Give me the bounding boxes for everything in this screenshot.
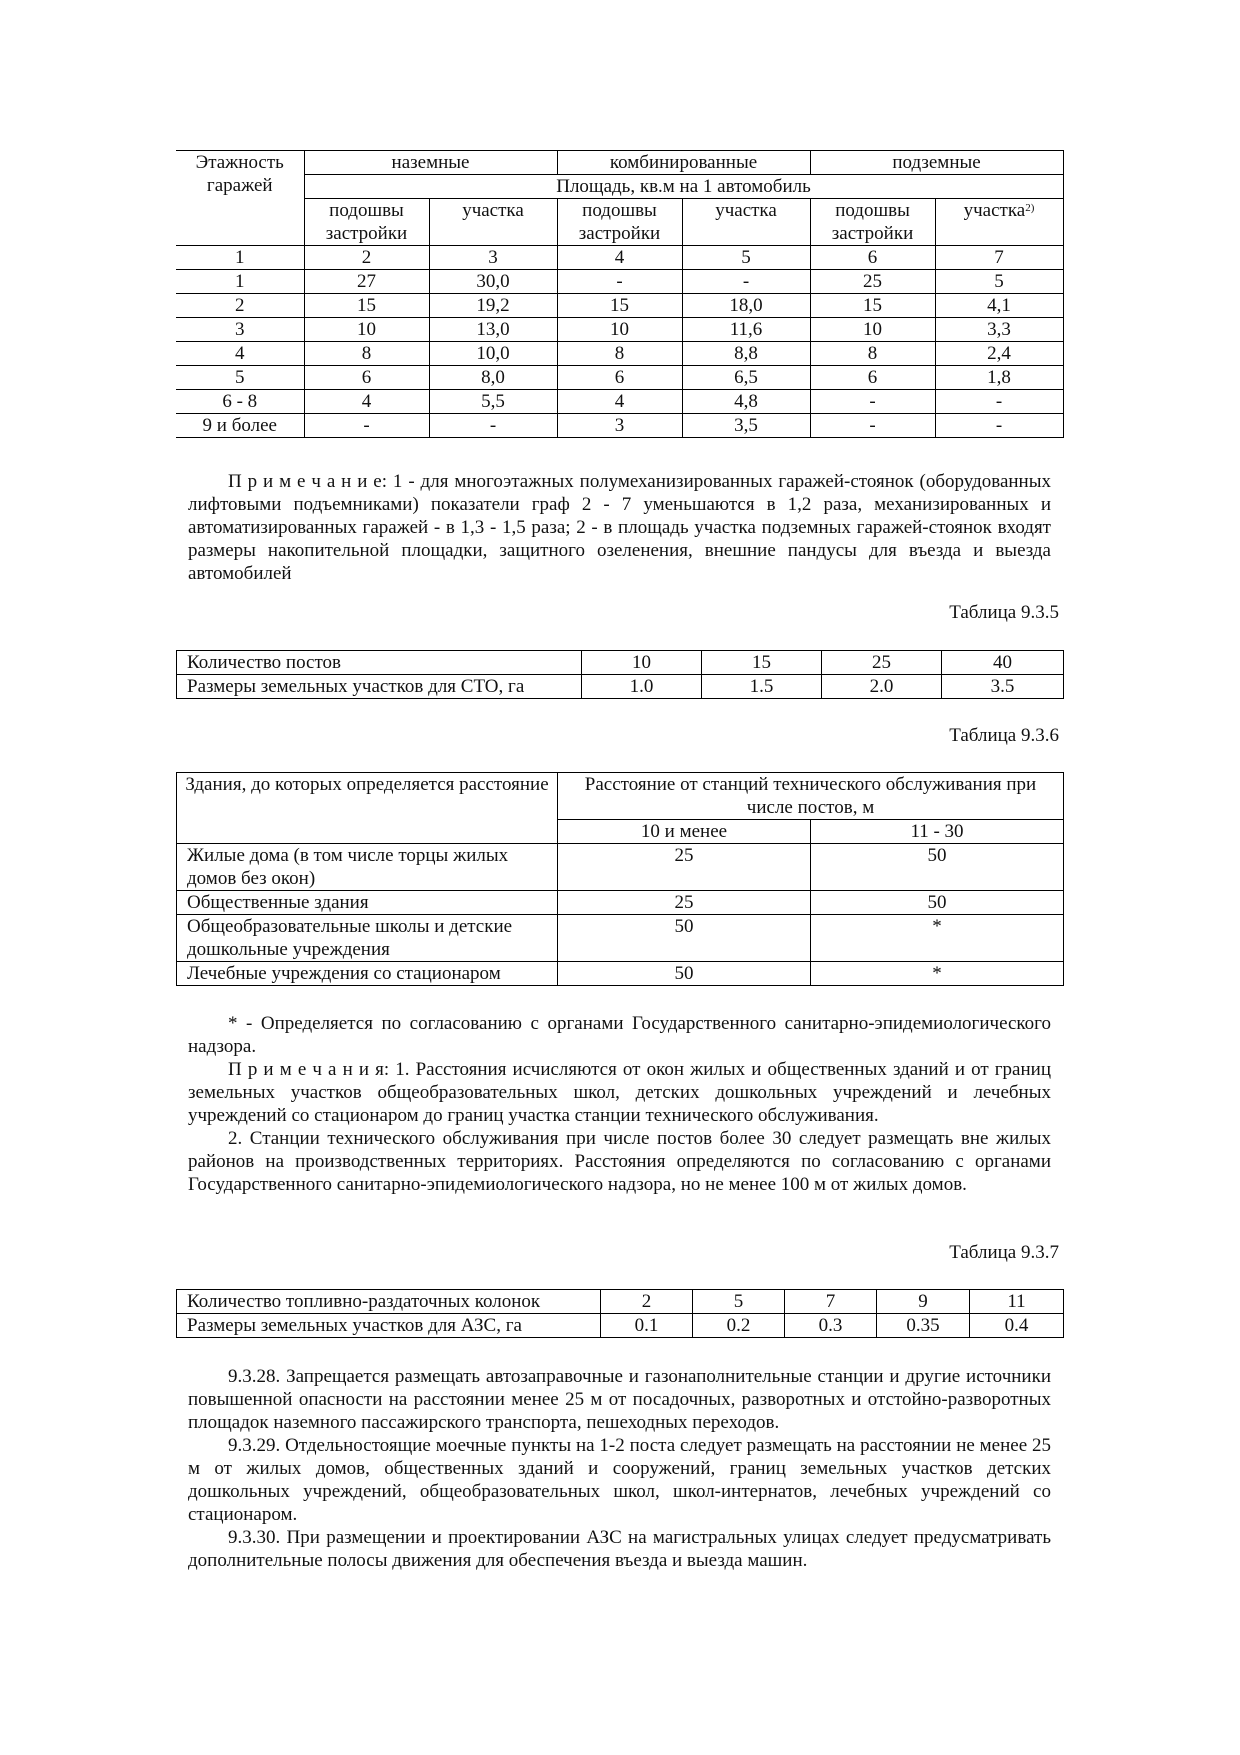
table-cell: 6	[557, 366, 682, 390]
table-cell: 10	[304, 318, 429, 342]
table-cell: 1,8	[935, 366, 1063, 390]
table-cell: *	[811, 915, 1064, 962]
table-cell: 6 - 8	[176, 390, 304, 414]
footnote-marker: 2)	[1025, 202, 1035, 214]
table-cell: 10	[582, 651, 702, 675]
distance-table-block	[176, 772, 1063, 986]
table-cell: 8,8	[682, 342, 810, 366]
table-cell: -	[304, 414, 429, 438]
table-cell: 3	[176, 318, 304, 342]
table-cell: 10	[557, 318, 682, 342]
column-number: 1	[176, 246, 304, 270]
table-cell: 50	[558, 962, 811, 986]
table-cell: 6	[304, 366, 429, 390]
table-row	[176, 366, 1063, 390]
table-cell: 25	[558, 844, 811, 891]
clauses-block	[188, 1365, 1051, 1572]
table-row	[176, 390, 1063, 414]
table-cell: 25	[810, 270, 935, 294]
note-1: П р и м е ч а н и е: 1 - для многоэтажных полумеханизированных гаражей-стоянок (оборудованных лифтовыми подъемниками) показатели граф 2 - 7 уменьшаются в 1,2 раза, механизированных и автоматизированных гаражей - в 1,3 - 1,5 раза; 2 - в площадь участка подземных гаражей-стоянок входят размеры накопительной площадки, защитного озеленения, внешние пандусы для въезда и выезда автомобилей	[188, 471, 1051, 584]
table-cell: 3,5	[682, 414, 810, 438]
column-number: 7	[935, 246, 1063, 270]
table-cell: 6,5	[682, 366, 810, 390]
table-cell: 1.5	[702, 675, 822, 699]
table-cell: 5,5	[429, 390, 557, 414]
table-cell: 1	[176, 270, 304, 294]
garage-area-rows	[176, 270, 1063, 438]
table-cell: 18,0	[682, 294, 810, 318]
column-number: 5	[682, 246, 810, 270]
garage-area-table-block	[176, 150, 1063, 438]
table-cell: 5	[176, 366, 304, 390]
table-cell: -	[682, 270, 810, 294]
clause-9-3-29: 9.3.29. Отдельностоящие моечные пункты на 1-2 поста следует размещать на расстоянии не менее 25 м от жилых домов, общественных зданий и сооружений, границ земельных участков детских дошкольных учреждений, общеобразовательных школ, школ-интернатов, лечебных учреждений со стационаром.	[188, 1435, 1051, 1525]
table-cell: Размеры земельных участков для АЗС, га	[177, 1314, 601, 1338]
table-cell: *	[811, 962, 1064, 986]
table-cell: 8	[810, 342, 935, 366]
table-cell: 11,6	[682, 318, 810, 342]
asterisk-note: * - Определяется по согласованию с органами Государственного санитарно-эпидемиологического надзора.	[188, 1013, 1051, 1057]
table-cell: Общеобразовательные школы и детские дошкольные учреждения	[177, 915, 558, 962]
table-cell: -	[429, 414, 557, 438]
table-cell: 9	[877, 1290, 970, 1314]
table-cell: 0.1	[601, 1314, 693, 1338]
table-cell: 0.35	[877, 1314, 970, 1338]
table-cell: 4	[304, 390, 429, 414]
table-cell: 19,2	[429, 294, 557, 318]
table-cell: 3.5	[942, 675, 1064, 699]
table-cell: 3	[557, 414, 682, 438]
table-cell: 30,0	[429, 270, 557, 294]
table-cell: 10,0	[429, 342, 557, 366]
table-cell: 15	[702, 651, 822, 675]
table-cell: 6	[810, 366, 935, 390]
table-cell: 40	[942, 651, 1064, 675]
table-cell: -	[935, 390, 1063, 414]
posts-11-30-header: 11 - 30	[811, 820, 1064, 844]
table-cell: 25	[822, 651, 942, 675]
column-number: 3	[429, 246, 557, 270]
table-caption-9-3-7: Таблица 9.3.7	[949, 1242, 1059, 1263]
table-cell: 15	[304, 294, 429, 318]
table-cell: Лечебные учреждения со стационаром	[177, 962, 558, 986]
table-cell: 8	[557, 342, 682, 366]
sub-header: участка	[682, 199, 810, 246]
sto-table-block	[176, 650, 1063, 699]
table-cell: 8,0	[429, 366, 557, 390]
table-cell: Размеры земельных участков для СТО, га	[177, 675, 582, 699]
table-cell: 4,8	[682, 390, 810, 414]
table-cell: 2.0	[822, 675, 942, 699]
table-cell: 1.0	[582, 675, 702, 699]
table-cell: 15	[557, 294, 682, 318]
table-cell: 0.2	[693, 1314, 785, 1338]
distance-table	[176, 772, 1064, 986]
area-header: Площадь, кв.м на 1 автомобиль	[304, 175, 1063, 199]
table-row	[176, 342, 1063, 366]
table-row	[176, 414, 1063, 438]
table-cell: 4,1	[935, 294, 1063, 318]
sub-header: участка	[429, 199, 557, 246]
table-cell: 15	[810, 294, 935, 318]
table-row	[177, 891, 1064, 915]
group-header-ground: наземные	[304, 151, 557, 175]
table-cell: 13,0	[429, 318, 557, 342]
column-number: 4	[557, 246, 682, 270]
floors-header: Этажность гаражей	[176, 151, 304, 246]
group-header-underground: подземные	[810, 151, 1063, 175]
table-cell: 4	[557, 390, 682, 414]
table-cell: 2	[601, 1290, 693, 1314]
table-cell: 5	[935, 270, 1063, 294]
clause-9-3-30: 9.3.30. При размещении и проектировании АЗС на магистральных улицах следует предусматривать дополнительные полосы движения для обеспечения въезда и выезда машин.	[188, 1527, 1051, 1571]
notes-9-3-6-block	[188, 1012, 1051, 1196]
table-row	[176, 318, 1063, 342]
table-row	[177, 915, 1064, 962]
table-cell: 3,3	[935, 318, 1063, 342]
table-cell: Количество постов	[177, 651, 582, 675]
azs-table	[176, 1289, 1064, 1338]
table-caption-9-3-6: Таблица 9.3.6	[949, 725, 1059, 746]
sub-header: подошвы застройки	[557, 199, 682, 246]
table-row	[177, 844, 1064, 891]
buildings-header: Здания, до которых определяется расстояние	[177, 773, 558, 844]
table-cell: Общественные здания	[177, 891, 558, 915]
table-caption-9-3-5: Таблица 9.3.5	[949, 602, 1059, 623]
table-cell: 25	[558, 891, 811, 915]
table-cell: 50	[811, 844, 1064, 891]
table-cell: 0.3	[785, 1314, 877, 1338]
table-cell: 10	[810, 318, 935, 342]
table-cell: -	[935, 414, 1063, 438]
azs-table-block	[176, 1289, 1063, 1338]
distance-rows	[177, 844, 1064, 986]
table-cell: 50	[558, 915, 811, 962]
sub-header-label: участка	[963, 200, 1026, 221]
column-number: 2	[304, 246, 429, 270]
column-number: 6	[810, 246, 935, 270]
table-cell: -	[810, 390, 935, 414]
garage-area-table	[176, 150, 1064, 438]
table-cell: 5	[693, 1290, 785, 1314]
table-cell: -	[557, 270, 682, 294]
sto-table	[176, 650, 1064, 699]
table-cell: 50	[811, 891, 1064, 915]
table-cell: 11	[970, 1290, 1064, 1314]
posts-10-or-less-header: 10 и менее	[558, 820, 811, 844]
note-item: 2. Станции технического обслуживания при числе постов более 30 следует размещать вне жилых районов на производственных территориях. Расстояния определяются по согласованию с органами Государственного санитарно-эпидемиологического надзора, но не менее 100 м от жилых домов.	[188, 1128, 1051, 1195]
column-number-row	[176, 246, 1063, 270]
table-cell: 7	[785, 1290, 877, 1314]
clause-9-3-28: 9.3.28. Запрещается размещать автозаправочные и газонаполнительные станции и другие источники повышенной опасности на расстоянии менее 25 м от посадочных, разворотных и отстойно-разворотных площадок наземного пассажирского транспорта, пешеходных переходов.	[188, 1366, 1051, 1433]
table-row	[176, 270, 1063, 294]
group-header-combined: комбинированные	[557, 151, 810, 175]
table-row	[177, 962, 1064, 986]
table-cell: 8	[304, 342, 429, 366]
table-cell: -	[810, 414, 935, 438]
note-1-block	[188, 470, 1051, 585]
note-item: П р и м е ч а н и я: 1. Расстояния исчисляются от окон жилых и общественных зданий и от границ земельных участков общеобразовательных школ, детских дошкольных учреждений и лечебных учреждений со стационаром до границ участка станции технического обслуживания.	[188, 1059, 1051, 1126]
table-row	[176, 294, 1063, 318]
table-cell: 27	[304, 270, 429, 294]
sub-header-with-footnote	[935, 199, 1063, 246]
table-cell: 0.4	[970, 1314, 1064, 1338]
sub-header: подошвы застройки	[304, 199, 429, 246]
table-cell: Жилые дома (в том числе торцы жилых домов без окон)	[177, 844, 558, 891]
table-cell: 9 и более	[176, 414, 304, 438]
table-cell: Количество топливно-раздаточных колонок	[177, 1290, 601, 1314]
distance-header: Расстояние от станций технического обслуживания при числе постов, м	[558, 773, 1064, 820]
table-cell: 4	[176, 342, 304, 366]
table-cell: 2,4	[935, 342, 1063, 366]
sub-header: подошвы застройки	[810, 199, 935, 246]
table-cell: 2	[176, 294, 304, 318]
